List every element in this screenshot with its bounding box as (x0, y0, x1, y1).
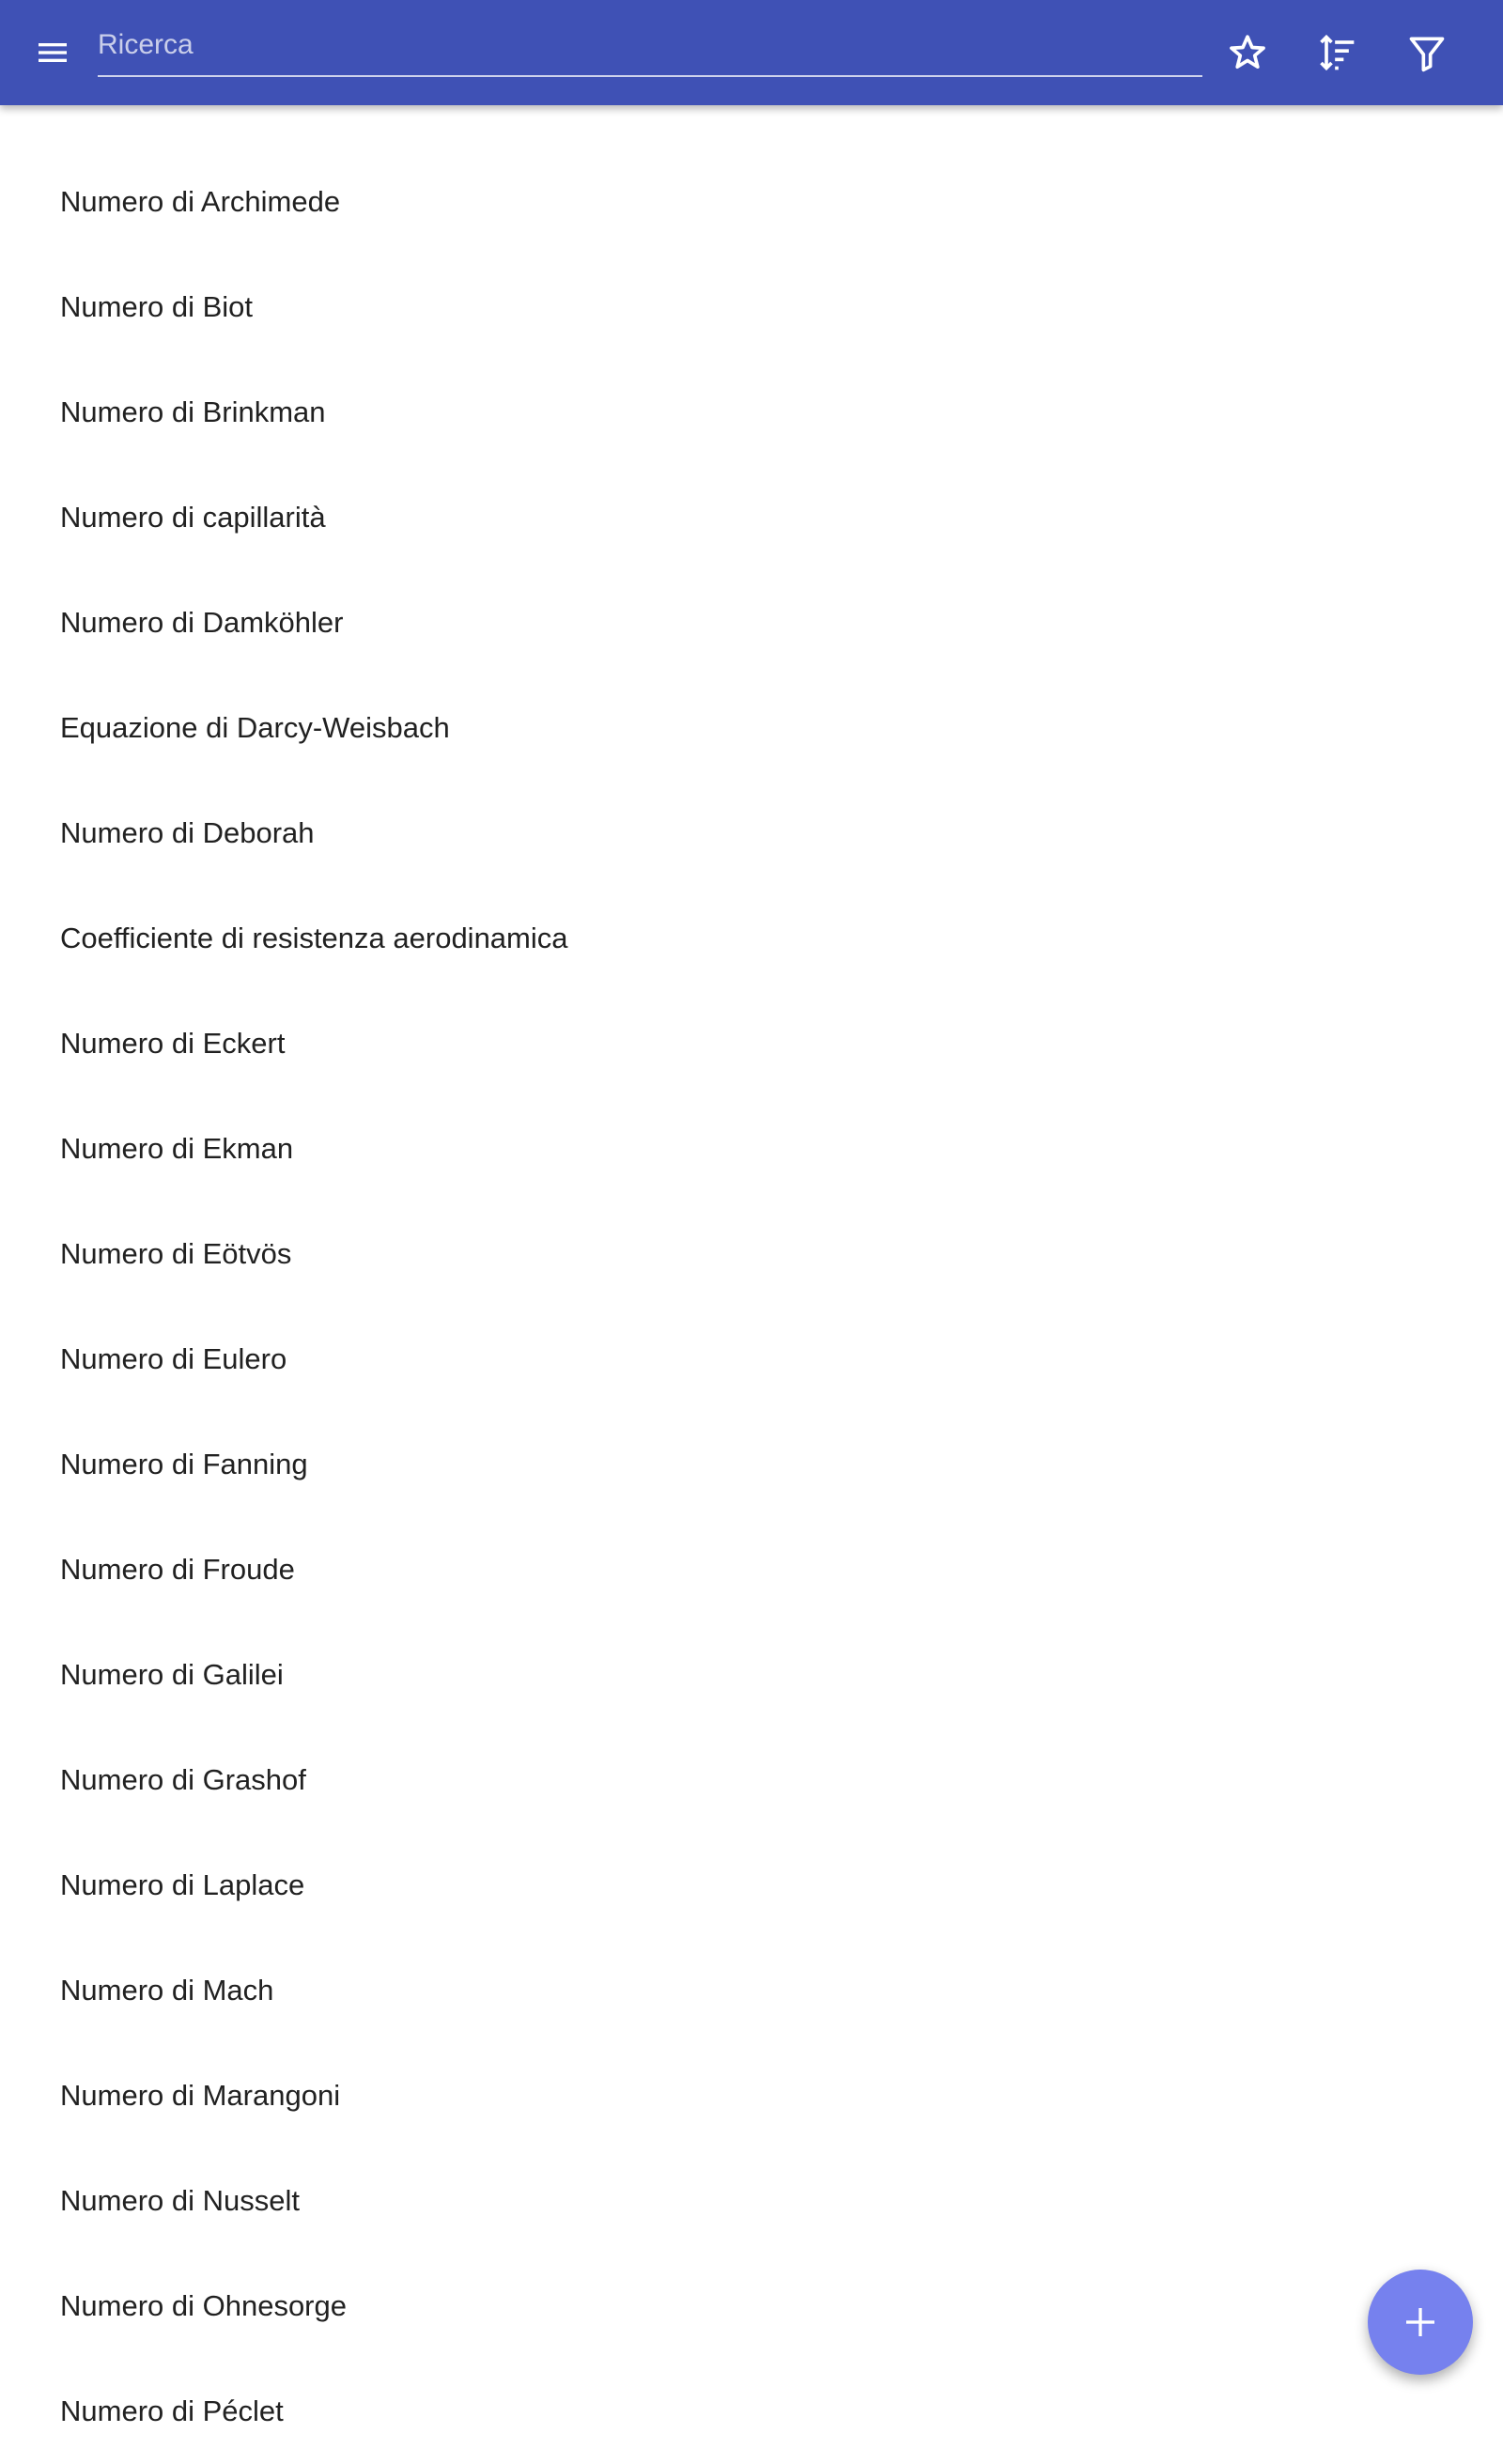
star-outline-icon (1227, 32, 1268, 73)
list-item[interactable] (0, 1833, 1503, 1938)
list-item-label: Numero di Froude (60, 1553, 295, 1586)
list-item-label: Numero di Galilei (60, 1658, 284, 1691)
sort-icon (1316, 32, 1357, 73)
list-item[interactable] (0, 149, 1503, 255)
list-item[interactable] (0, 1096, 1503, 1201)
add-button[interactable] (1368, 2270, 1473, 2375)
list-item-label: Numero di Laplace (60, 1868, 305, 1901)
list-item-label: Coefficiente di resistenza aerodinamica (60, 922, 568, 954)
list-item-label: Numero di Deborah (60, 816, 315, 849)
list-item-label: Equazione di Darcy-Weisbach (60, 711, 450, 744)
list-item[interactable] (0, 675, 1503, 781)
sort-button[interactable] (1299, 15, 1374, 90)
list-item[interactable] (0, 2148, 1503, 2254)
list-item[interactable] (0, 781, 1503, 886)
list-item[interactable] (0, 2359, 1503, 2464)
list-item[interactable] (0, 1728, 1503, 1833)
results-list (0, 105, 1503, 2427)
list-item-label: Numero di Grashof (60, 1763, 306, 1796)
list-item-label: Numero di Brinkman (60, 395, 326, 428)
list-item[interactable] (0, 465, 1503, 570)
list-item[interactable] (0, 1622, 1503, 1728)
list-item[interactable] (0, 1412, 1503, 1517)
list-item[interactable] (0, 1307, 1503, 1412)
list-item-label: Numero di Damköhler (60, 606, 344, 639)
list-item[interactable] (0, 1938, 1503, 2043)
list-item[interactable] (0, 2043, 1503, 2148)
list-item[interactable] (0, 886, 1503, 991)
list-item-label: Numero di Ohnesorge (60, 2289, 347, 2322)
favorites-button[interactable] (1210, 15, 1285, 90)
list-item[interactable] (0, 991, 1503, 1096)
list-item-label: Numero di Biot (60, 290, 254, 323)
list-item-label: Numero di Mach (60, 1974, 274, 2007)
list-item[interactable] (0, 2254, 1503, 2359)
app-bar (0, 0, 1503, 105)
search-field (98, 17, 1202, 77)
plus-icon (1402, 2303, 1439, 2341)
list-item-label: Numero di Eulero (60, 1342, 287, 1375)
list-item[interactable] (0, 570, 1503, 675)
list-item-label: Numero di Péclet (60, 2394, 284, 2427)
list-item-label: Numero di Fanning (60, 1448, 308, 1480)
menu-icon (34, 34, 71, 71)
filter-button[interactable] (1389, 15, 1464, 90)
list-item-label: Numero di Archimede (60, 185, 341, 218)
filter-icon (1406, 32, 1448, 73)
list-item-label: Numero di Eötvös (60, 1237, 292, 1270)
list-item[interactable] (0, 1517, 1503, 1622)
list-item[interactable] (0, 255, 1503, 360)
list-item-label: Numero di Marangoni (60, 2079, 341, 2112)
list-item[interactable] (0, 360, 1503, 465)
list-item-label: Numero di Ekman (60, 1132, 294, 1165)
list-item-label: Numero di capillarità (60, 501, 326, 534)
list-item-label: Numero di Nusselt (60, 2184, 300, 2217)
menu-button[interactable] (19, 15, 86, 90)
list-item-label: Numero di Eckert (60, 1027, 286, 1060)
search-input[interactable] (98, 17, 1202, 73)
list-item[interactable] (0, 1201, 1503, 1307)
